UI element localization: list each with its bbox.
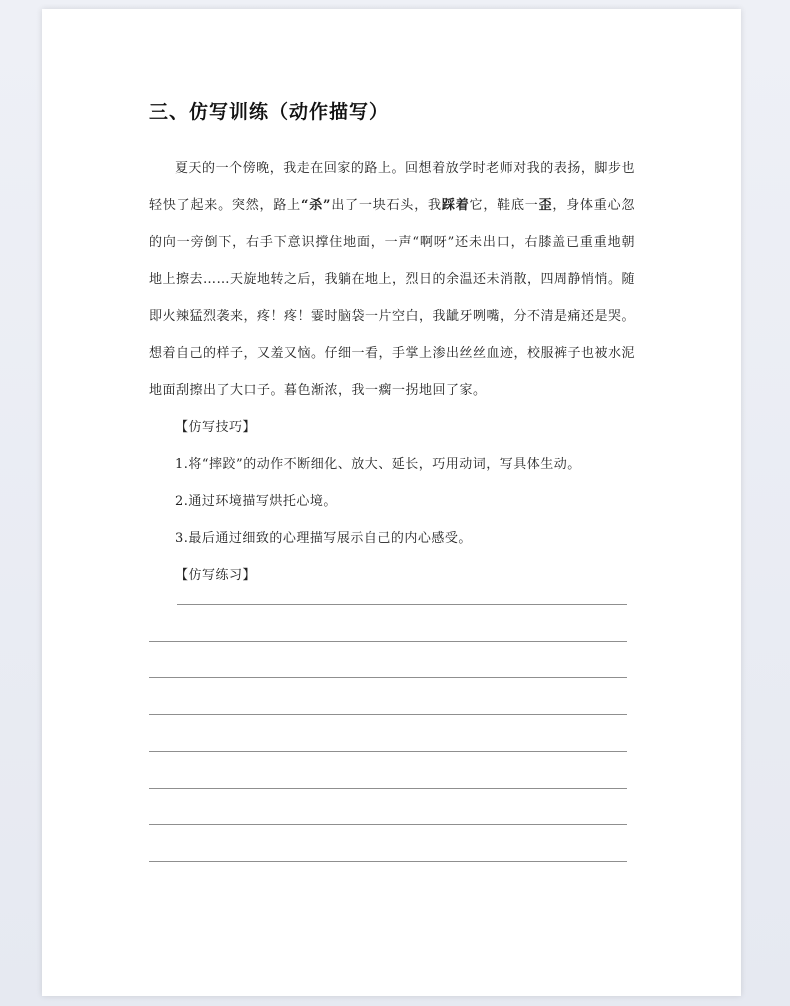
emphasized-verb-wai: 歪 [538,198,553,213]
content-body [149,150,635,594]
practice-heading: 【仿写练习】 [175,568,257,583]
writing-line[interactable] [149,641,627,642]
writing-line[interactable] [149,714,627,715]
model-passage [149,150,635,409]
writing-line[interactable] [149,751,627,752]
emphasized-verb-caizhe: 踩着 [441,198,470,213]
writing-line[interactable] [149,861,627,862]
section-heading: 三、仿写训练（动作描写） [149,101,390,123]
writing-line[interactable] [149,824,627,825]
writing-line[interactable] [149,788,627,789]
emphasized-verb-sha: “杀” [300,198,332,213]
tip-item-1: 1.将“摔跤”的动作不断细化、放大、延长，巧用动词，写具体生动。 [175,457,581,472]
document-page [42,9,741,996]
writing-line[interactable] [177,604,627,605]
writing-line[interactable] [149,677,627,678]
passage-text-3: 它，鞋底一 [469,198,539,213]
passage-text-2: 出了一块石头，我 [331,198,442,213]
passage-text-1: 夏天的一个傍晚，我走在回家的路上。回想着放学时老师对我的表扬，脚步也轻快了起来。突然，路上 [149,161,635,213]
tip-item-2: 2.通过环境描写烘托心境。 [175,494,337,509]
tip-item-3: 3.最后通过细致的心理描写展示自己的内心感受。 [175,531,472,546]
passage-text-4: ，身体重心忽的向一旁倒下，右手下意识撑住地面，一声“啊呀”还未出口，右膝盖已重重地朝地上擦去……天旋地转之后，我躺在地上，烈日的余温还未消散，四周静悄悄。随即火辣猛烈袭来，疼！疼！霎时脑袋一片空白，我龇牙咧嘴，分不清是痛还是哭。想着自己的样子，又羞又恼。仔细一看，手掌上渗出丝丝血迹，校服裤子也被水泥地面刮擦出了大口子。暮色渐浓，我一瘸一拐地回了家。 [149,198,636,398]
tips-heading: 【仿写技巧】 [175,420,257,435]
